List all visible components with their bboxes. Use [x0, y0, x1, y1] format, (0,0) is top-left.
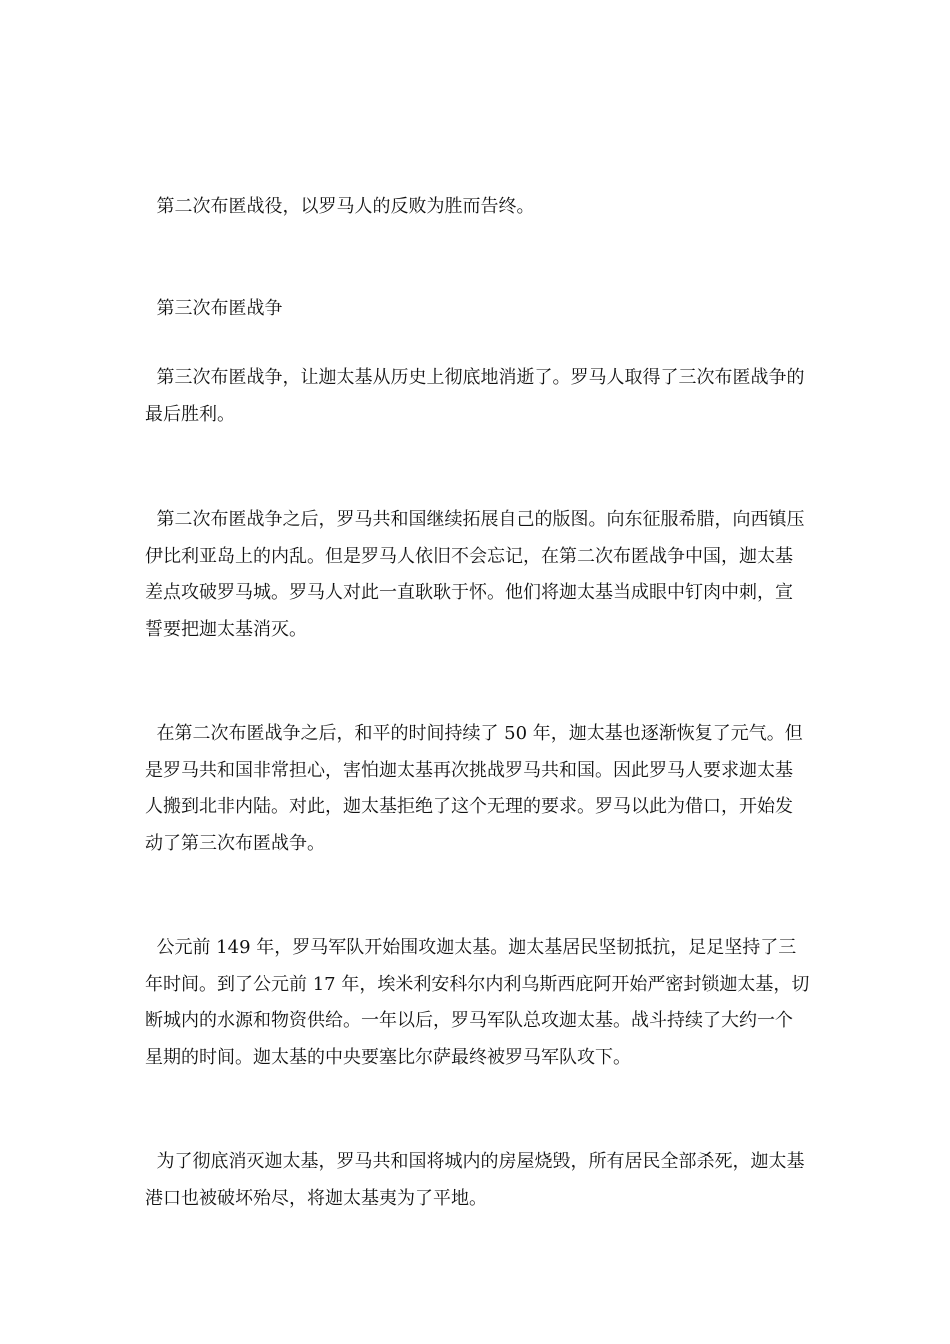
paragraph-second-war-ending: 第二次布匿战役，以罗马人的反败为胜而告终。: [145, 196, 535, 217]
section-heading-third-war: 第三次布匿战争: [145, 298, 283, 319]
paragraph-after-second-war: 第二次布匿战争之后，罗马共和国继续拓展自己的版图。向东征服希腊，向西镇压伊比利亚岛上的内乱。但是罗马人依旧不会忘记，在第二次布匿战争中国，迦太基差点攻破罗马城。罗马人对此一直耿耿于怀。他们将迦太基当成眼中钉肉中刺，宣誓要把迦太基消灭。: [145, 509, 805, 640]
paragraph-peace-period: 在第二次布匿战争之后，和平的时间持续了 50 年，迦太基也逐渐恢复了元气。但是罗马共和国非常担心，害怕迦太基再次挑战罗马共和国。因此罗马人要求迦太基人搬到北非内陆。对此，迦太基拒绝了这个无理的要求。罗马以此为借口，开始发动了第三次布匿战争。: [145, 723, 803, 854]
paragraph-destruction: 为了彻底消灭迦太基，罗马共和国将城内的房屋烧毁，所有居民全部杀死，迦太基港口也被破坏殆尽，将迦太基夷为了平地。: [145, 1151, 805, 1209]
paragraph-third-war-intro: 第三次布匿战争，让迦太基从历史上彻底地消逝了。罗马人取得了三次布匿战争的最后胜利。: [145, 367, 805, 425]
paragraph-siege: 公元前 149 年，罗马军队开始围攻迦太基。迦太基居民坚韧抵抗，足足坚持了三年时间。到了公元前 17 年，埃米利安科尔内利乌斯西庇阿开始严密封锁迦太基，切断城内的水源和物资供给。一年以后，罗马军队总攻迦太基。战斗持续了大约一个星期的时间。迦太基的中央要塞比尔萨最终被罗马军队攻下。: [145, 937, 810, 1068]
